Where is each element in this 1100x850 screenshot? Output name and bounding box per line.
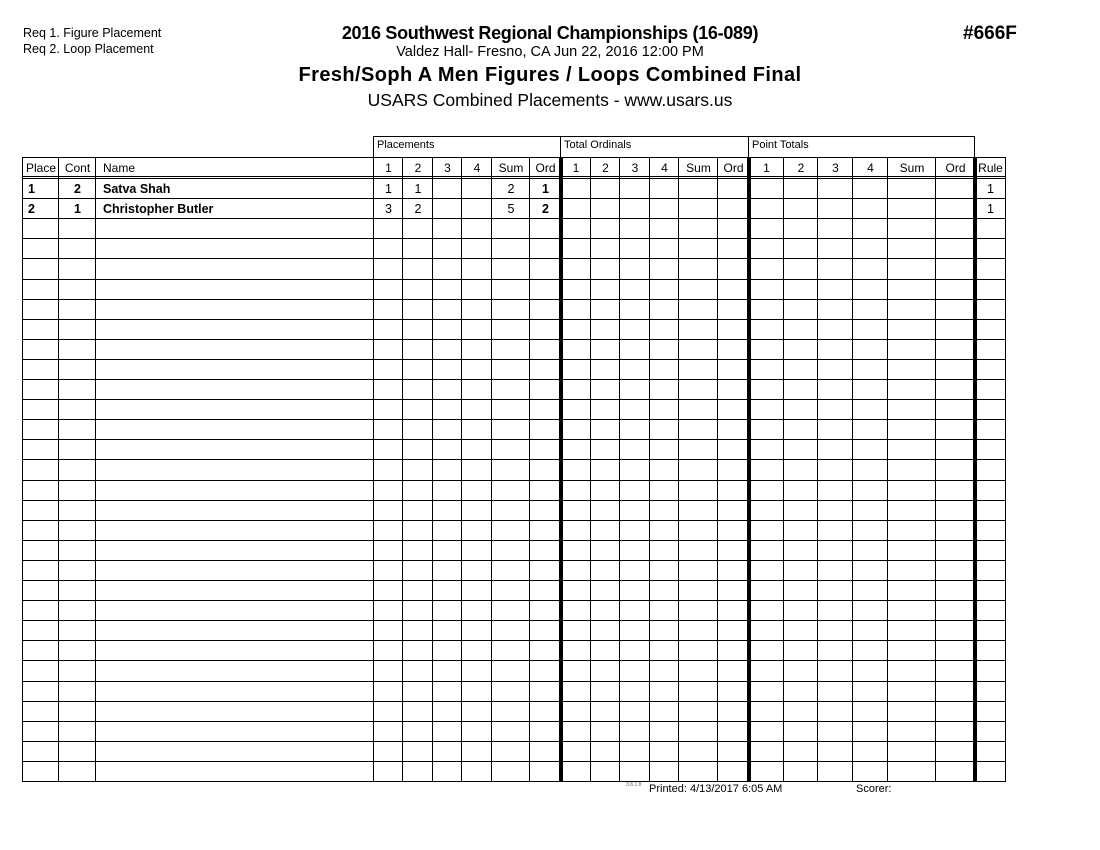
row-divider	[22, 640, 1006, 641]
cell-name: Christopher Butler	[103, 202, 214, 216]
event-title: Fresh/Soph A Men Figures / Loops Combined Final	[298, 64, 802, 86]
row-divider	[22, 299, 1006, 300]
cell-pts-2	[785, 202, 817, 217]
column-divider	[717, 157, 718, 782]
row-divider	[22, 500, 1006, 501]
column-divider	[619, 157, 620, 782]
column-divider	[887, 157, 888, 782]
section-divider	[973, 157, 977, 782]
cell-pts-ord	[937, 202, 974, 217]
header-double-line	[22, 178, 1006, 179]
event-subtitle: USARS Combined Placements - www.usars.us	[367, 90, 733, 110]
group-point-totals: Point Totals	[748, 136, 975, 157]
cell-ord-sum	[680, 202, 717, 217]
row-divider	[22, 560, 1006, 561]
col-header-rule: Rule	[978, 161, 1003, 175]
cell-ord-sum	[680, 182, 717, 197]
requirement-2: Req 2. Loop Placement	[23, 42, 154, 56]
row-divider	[22, 399, 1006, 400]
row-divider	[22, 781, 1006, 782]
cell-plc-sum: 2	[507, 182, 515, 196]
cell-plc-ord: 1	[542, 182, 549, 196]
cell-ord-1	[562, 182, 590, 197]
cell-ord-2	[592, 182, 619, 197]
column-divider	[852, 157, 853, 782]
col-header-ord-4: 4	[661, 161, 668, 175]
cell-cont: 1	[74, 202, 81, 216]
column-divider	[649, 157, 650, 782]
table-top-border	[22, 157, 1006, 158]
col-header-plc-3: 3	[444, 161, 451, 175]
section-divider	[559, 157, 563, 782]
column-divider	[58, 157, 59, 782]
group-total-ordinals: Total Ordinals	[560, 136, 749, 157]
cell-pts-4	[854, 182, 887, 197]
row-divider	[22, 520, 1006, 521]
row-divider	[22, 339, 1006, 340]
cell-plc-3	[434, 182, 461, 197]
column-divider	[22, 157, 23, 782]
row-divider	[22, 459, 1006, 460]
cell-pts-3	[819, 182, 852, 197]
cell-ord-ord	[719, 182, 748, 197]
cell-pts-sum	[889, 182, 935, 197]
printed-timestamp: Printed: 4/13/2017 6:05 AM	[649, 783, 783, 795]
cell-plc-4	[463, 202, 491, 217]
column-divider	[491, 157, 492, 782]
row-divider	[22, 258, 1006, 259]
cell-ord-3	[621, 202, 649, 217]
column-divider	[817, 157, 818, 782]
group-placements: Placements	[373, 136, 561, 157]
column-divider	[95, 157, 96, 782]
col-header-pts-2: 2	[797, 161, 805, 175]
column-divider	[590, 157, 591, 782]
column-divider	[461, 157, 462, 782]
col-header-pts-4: 4	[867, 161, 874, 175]
col-header-ord-3: 3	[631, 161, 639, 175]
col-header-plc-ord: Ord	[535, 161, 556, 175]
cell-pts-1	[750, 202, 783, 217]
cell-pts-sum	[889, 202, 935, 217]
section-divider	[747, 157, 751, 782]
event-number: #666F	[963, 23, 1017, 44]
row-divider	[22, 359, 1006, 360]
col-header-ord-1: 1	[572, 161, 580, 175]
col-header-pts-ord: Ord	[945, 161, 966, 175]
col-header-name: Name	[103, 161, 136, 175]
column-divider	[1005, 157, 1006, 782]
row-divider	[22, 540, 1006, 541]
row-divider	[22, 741, 1006, 742]
row-divider	[22, 660, 1006, 661]
column-divider	[678, 157, 679, 782]
col-header-pts-3: 3	[832, 161, 839, 175]
col-header-plc-4: 4	[473, 161, 481, 175]
scorer-label: Scorer:	[856, 783, 892, 795]
venue-date: Valdez Hall- Fresno, CA Jun 22, 2016 12:00 PM	[396, 44, 704, 60]
col-header-plc-sum: Sum	[498, 161, 524, 175]
cell-place: 2	[28, 202, 35, 216]
cell-ord-1	[562, 202, 590, 217]
cell-pts-4	[854, 202, 887, 217]
row-divider	[22, 198, 1006, 199]
cell-pts-2	[785, 182, 817, 197]
cell-ord-3	[621, 182, 649, 197]
row-divider	[22, 721, 1006, 722]
row-divider	[22, 238, 1006, 239]
col-header-plc-2: 2	[414, 161, 422, 175]
cell-plc-ord: 2	[542, 202, 549, 216]
column-divider	[373, 157, 374, 782]
cell-rule: 1	[987, 202, 994, 216]
col-header-ord-sum: Sum	[686, 161, 711, 175]
cell-ord-2	[592, 202, 619, 217]
row-divider	[22, 761, 1006, 762]
col-header-plc-1: 1	[385, 161, 392, 175]
col-header-cont: Cont	[64, 161, 91, 175]
col-header-ord-ord: Ord	[723, 161, 744, 175]
row-divider	[22, 419, 1006, 420]
cell-ord-ord	[719, 202, 748, 217]
row-divider	[22, 480, 1006, 481]
row-divider	[22, 600, 1006, 601]
cell-plc-2: 1	[414, 182, 422, 196]
cell-place: 1	[28, 182, 35, 196]
row-divider	[22, 439, 1006, 440]
cell-plc-3	[434, 202, 461, 217]
requirements-list	[23, 25, 161, 57]
row-divider	[22, 620, 1006, 621]
cell-pts-1	[750, 182, 783, 197]
col-header-place: Place	[26, 161, 57, 175]
cell-pts-ord	[937, 182, 974, 197]
cell-rule: 1	[987, 182, 994, 196]
row-divider	[22, 681, 1006, 682]
col-header-pts-sum: Sum	[899, 161, 925, 175]
cell-cont: 2	[74, 182, 81, 196]
row-divider	[22, 379, 1006, 380]
column-divider	[783, 157, 784, 782]
column-divider	[529, 157, 530, 782]
requirement-1: Req 1. Figure Placement	[23, 26, 162, 40]
row-divider	[22, 279, 1006, 280]
row-divider	[22, 701, 1006, 702]
cell-plc-sum: 5	[507, 202, 515, 216]
cell-pts-3	[819, 202, 852, 217]
col-header-pts-1: 1	[763, 161, 770, 175]
cell-plc-2: 2	[414, 202, 422, 216]
col-header-ord-2: 2	[602, 161, 609, 175]
cell-name: Satva Shah	[103, 182, 171, 196]
row-divider	[22, 580, 1006, 581]
competition-title: 2016 Southwest Regional Championships (16-089)	[341, 23, 759, 43]
column-divider	[432, 157, 433, 782]
row-divider	[22, 218, 1006, 219]
cell-plc-1: 1	[385, 182, 392, 196]
column-divider	[402, 157, 403, 782]
column-divider	[935, 157, 936, 782]
cell-ord-4	[651, 182, 678, 197]
cell-plc-4	[463, 182, 491, 197]
row-divider	[22, 319, 1006, 320]
version-label: 3.8.1.8	[626, 782, 642, 788]
cell-plc-1: 3	[385, 202, 392, 216]
cell-ord-4	[651, 202, 678, 217]
